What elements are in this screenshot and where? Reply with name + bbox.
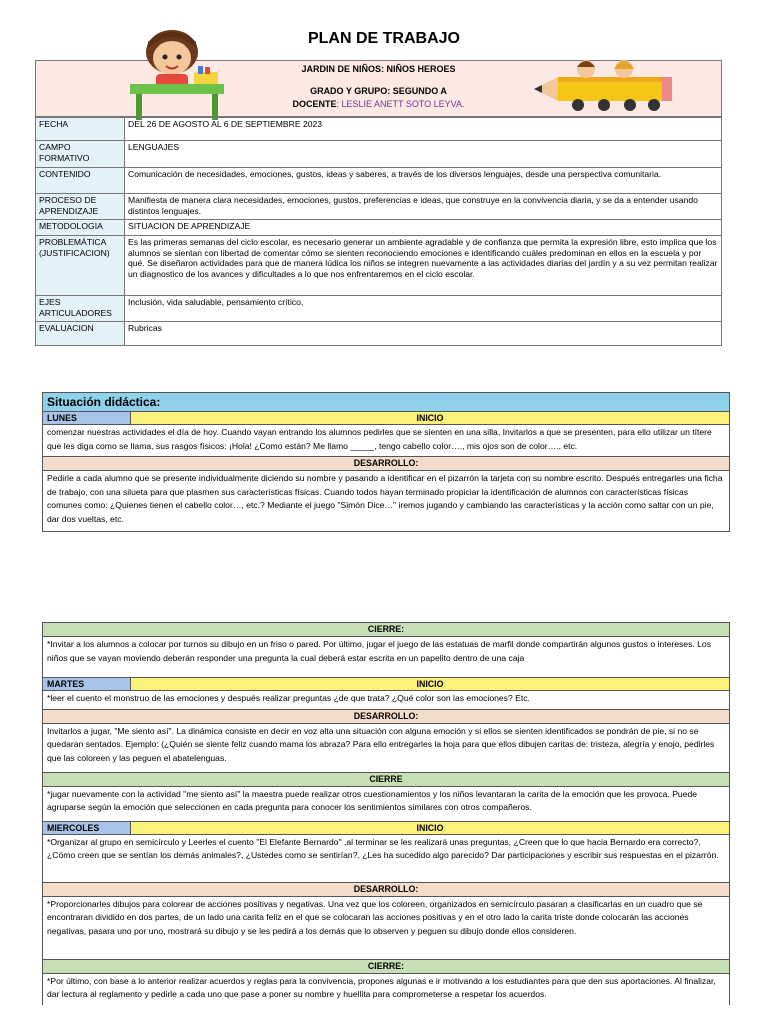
teacher-label: DOCENTE <box>292 99 337 109</box>
day-label: MARTES <box>43 677 131 690</box>
info-value: Es las primeras semanas del ciclo escolar, es necesario generar un ambiente agradable y de confianza que permita la expresión libre, esto implica que los alumnos se sientan con libertad de comentar cómo se sienten reconociendo emociones e identificando cuáles predominan en ellos en la escuela y por qué. Se diseñaron actividades para que de manera lúdica los niños se integren nuevamente a las actividades diarias del jardín y a su vez permitan realizar un diagnostico de los avances y dificultades a lo que nos enfrentaremos en el ciclo escolar. <box>125 236 722 296</box>
pencil-car-illustration <box>528 55 678 115</box>
desarrollo-label: DESARROLLO: <box>43 456 729 471</box>
desarrollo-text: Pedirle a cada alumno que se presente individualmente diciendo su nombre y pasando a identificar en el pizarrón la tarjeta con su nombre escrito. Después entregarles una ficha de trabajo, con una silueta para que plasmen sus características físicas. Cuando todos hayan terminado propiciar la identificación de alumnos con características físicas comunes como: ¿Quienes tienen el cabello color…, etc.? Mediante el juego "Simón Dice…" iremos jugando y cambiando las características y la acción como saltar con un pie, dar dos vueltas, etc. <box>47 473 723 524</box>
day-label: MIERCOLES <box>43 821 131 834</box>
table-row <box>36 168 722 194</box>
info-value: Inclusión, vida saludable, pensamiento crítico, <box>125 296 722 322</box>
table-row <box>36 296 722 322</box>
table-row <box>36 118 722 141</box>
child-desk-illustration <box>122 22 242 122</box>
info-key: PROCESO DE APRENDIZAJE <box>36 194 125 220</box>
info-value: Comunicación de necesidades, emociones, gustos, ideas y saberes, a través de los diversos lenguajes, desde una perspectiva comunitaria. <box>125 168 722 194</box>
desarrollo-label: DESARROLLO: <box>43 882 729 897</box>
info-key: EJES ARTICULADORES <box>36 296 125 322</box>
info-table <box>35 117 722 346</box>
info-key: PROBLEMÁTICA (JUSTIFICACION) <box>36 236 125 296</box>
info-value: Rubricas <box>125 322 722 346</box>
school-name: JARDIN DE NIÑOS: NIÑOS HEROES <box>301 64 456 74</box>
table-row <box>36 322 722 346</box>
desarrollo-text: *Proporcionarles dibujos para colorear de acciones positivas y negativas. Una vez que los coloreen, organizados en semicírculo pasaran a clasificarlas en un cuadro que se encontraran dividido en dos partes, de un lado una carita feliz en el que se colocaran las acciones positivas y en el otro lado la carita triste donde colocarán las acciones negativas, pasara uno por uno, mostrará su dibujo y se les pedirá a los demás que lo observen y peguen su dibujo donde ellos consideren. <box>47 898 703 936</box>
table-row <box>36 194 722 220</box>
cierre-text: *jugar nuevamente con la actividad "me siento así" la maestra puede realizar otros cuestionamientos y los niños levantaran la carita de la emoción que les provoca. Puede agruparse según la emoción que seleccionen en cada pregunta para conocer los sentimientos similares con otros compañeros. <box>47 788 698 813</box>
info-key: CONTENIDO <box>36 168 125 194</box>
day-row-lunes <box>43 411 729 424</box>
cierre-text: *Por último, con base a lo anterior realizar acuerdos y reglas para la convivencia, propones algunas e ir motivando a los estudiantes para que den sus aportaciones. Al finalizar, dar lectura al reglamento y pedirle a cada uno que pase a poner su nombre y huellita para comprometerse a respetar los acuerdos. <box>47 975 716 1000</box>
table-row <box>36 236 722 296</box>
inicio-text: comenzar nuestras actividades el día de hoy. Cuando vayan entrando los alumnos pedirles que se sienten en una silla, Invitarlos a que se presenten, para ello utilizar un títere que les diga como se llama, sus rasgos físicos: ¡Hola! ¿Como están? Me llamo _____, tengo cabello color…., mis ojos son de color…., etc. <box>43 424 729 456</box>
info-key: METODOLOGIA <box>36 220 125 236</box>
day-label: LUNES <box>43 411 131 424</box>
situation-heading: Situación didáctica: <box>43 393 729 411</box>
inicio-label: INICIO <box>131 821 729 834</box>
cierre-text: *Invitar a los alumnos a colocar por turnos su dibujo en un friso o pared. Por último, jugar el juego de las estatuas de marfil donde compartirán algunos gustos o intereses. Los niños que se vayan moviendo deberán responder una pregunta la cual deberá estar escrita en un papelito dentro de una caja <box>47 639 712 663</box>
info-key: FECHA <box>36 118 125 141</box>
situation-continued <box>42 622 730 1005</box>
cierre-label: CIERRE: <box>43 959 729 974</box>
info-value: SITUACION DE APRENDIZAJE <box>125 220 722 236</box>
desarrollo-text: Invitarlos a jugar, "Me siento así". La dinámica consiste en decir en voz alta una situación con alguna emoción y si ellos se sienten identificados se pondrán de pie, si no se quedaran sentados. Ejemplo: (¿Quién se siente feliz cuando mama los abraza? Para ello entregarles la hoja para que ellos dibujen caritas de: tristeza, alegría y enojo, pedirles que las coloreen y las peguen el abatelenguas. <box>47 725 715 763</box>
day-row-miercoles <box>43 821 729 834</box>
info-value: LENGUAJES <box>125 141 722 168</box>
desarrollo-label: DESARROLLO: <box>43 709 729 724</box>
page-title: PLAN DE TRABAJO <box>307 30 460 47</box>
inicio-label: INICIO <box>131 411 729 424</box>
cierre-label: CIERRE <box>43 772 729 787</box>
grade-group: GRADO Y GRUPO: SEGUNDO A <box>310 86 447 96</box>
table-row <box>36 220 722 236</box>
situation-section <box>42 392 730 532</box>
info-value: Manifiesta de manera clara necesidades, emociones, gustos, preferencias e ideas, que construye en la convivencia diaria, y se da a entender usando distintos lenguajes. <box>125 194 722 220</box>
cierre-label: CIERRE: <box>43 623 729 637</box>
inicio-label: INICIO <box>131 677 729 690</box>
inicio-text: *Organizar al grupo en semicírculo y Leerles el cuento "El Elefante Bernardo" ,al terminar se les realizará unas preguntas, ¿Creen que lo que hacia Bernardo era correcto?, ¿Cómo creen que se sentían los demás animales?, ¿Ustedes como se sentirían?, ¿Les ha sucedido algo parecido? Dar participaciones y escribir sus respuestas en el pizarrón. <box>43 834 729 882</box>
day-row-martes <box>43 677 729 690</box>
info-value: DEL 26 DE AGOSTO AL 6 DE SEPTIEMBRE 2023 <box>125 118 722 141</box>
table-row <box>36 141 722 168</box>
inicio-text: *leer el cuento el monstruo de las emociones y después realizar preguntas ¿de que trata? ¿Qué color son las emociones? Etc. <box>43 690 729 709</box>
info-key: CAMPO FORMATIVO <box>36 141 125 168</box>
teacher-name: : LESLIE ANETT SOTO LEYVA. <box>336 99 465 109</box>
info-key: EVALUACION <box>36 322 125 346</box>
